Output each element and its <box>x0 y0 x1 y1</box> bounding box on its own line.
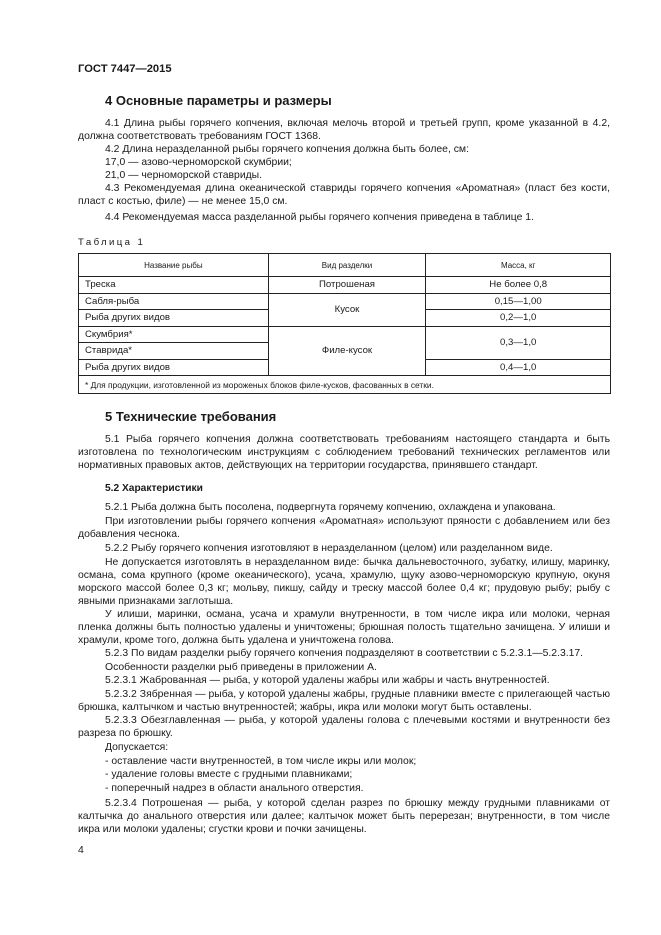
table-row <box>79 293 611 310</box>
paragraph-5-2-3-3: 5.2.3.3 Обезглавленная — рыба, у которой удалены голова с плечевыми костями и внутренности без разреза по брюшку. <box>78 715 610 740</box>
table-cell-fish: Рыба других видов <box>79 359 269 376</box>
document-header: ГОСТ 7447—2015 <box>78 63 172 75</box>
paragraph-5-2-3-2: 5.2.3.2 Зябренная — рыба, у которой удалены жабры, грудные плавники вместе с прилегающей частью брюшка, калтычком и частью внутренностей; жабры, икра или молоки могут быть оставлены. <box>78 689 610 714</box>
table-cell-fish: Треска <box>79 277 269 294</box>
table-header-cell: Вид разделки <box>268 254 426 277</box>
table-cell-fish: Рыба других видов <box>79 310 269 327</box>
table-1 <box>78 253 611 394</box>
paragraph-5-2-2: 5.2.2 Рыбу горячего копчения изготовляют в неразделанном (целом) или разделанном виде. <box>105 543 553 554</box>
list-item: - оставление части внутренностей, в том числе икры или молок; <box>105 756 417 767</box>
table-cell-fish: Скумбрия* <box>79 326 269 343</box>
paragraph-allowed: Допускается: <box>105 742 169 753</box>
paragraph-5-2-3: 5.2.3 По видам разделки рыбу горячего копчения подразделяют в соответствии с 5.2.3.1—5.2.3.17. <box>105 648 584 659</box>
table-footnote: * Для продукции, изготовленной из мороженых блоков филе-кусков, фасованных в сетки. <box>79 376 611 394</box>
table-cell-mass: 0,3—1,0 <box>426 326 611 359</box>
table-row <box>79 277 611 294</box>
table-cell-cut: Кусок <box>268 293 426 326</box>
page-number: 4 <box>78 845 84 856</box>
paragraph-4-2: 4.2 Длина неразделанной рыбы горячего копчения должна быть более, см: <box>105 144 469 155</box>
table-cell-mass: 0,4—1,0 <box>426 359 611 376</box>
paragraph-4-1: 4.1 Длина рыбы горячего копчения, включая мелочь второй и третьей групп, кроме указанной в 4.2, должна соответствовать требованиям ГОСТ 1368. <box>78 118 610 143</box>
table-cell-mass: Не более 0,8 <box>426 277 611 294</box>
paragraph-5-2-3-1: 5.2.3.1 Жаброванная — рыба, у которой удалены жабры или жабры и часть внутренностей. <box>105 675 550 686</box>
table-cell-fish: Сабля-рыба <box>79 293 269 310</box>
table-row <box>79 326 611 343</box>
paragraph-4-2-item2: 21,0 — черноморской ставриды. <box>105 170 263 181</box>
table-header-cell: Название рыбы <box>79 254 269 277</box>
paragraph-4-2-item1: 17,0 — азово-черноморской скумбрии; <box>105 157 292 168</box>
table-cell-fish: Ставрида* <box>79 343 269 360</box>
paragraph-5-2-2b: Не допускается изготовлять в неразделанном виде: бычка дальневосточного, зубатку, илишу, маринку, османа, сома крупного (кроме океанического), усача, храмулю, щуку азово-черноморскую крупную, окуня морского массой более 0,3 кг; мольву, пикшу, сайду и треску массой более 0,4 кг; прудовую рыбу; рыбу с явными признаками заглотыша. <box>78 557 610 608</box>
table-cell-mass: 0,2—1,0 <box>426 310 611 327</box>
table-cell-mass: 0,15—1,00 <box>426 293 611 310</box>
paragraph-5-1: 5.1 Рыба горячего копчения должна соответствовать требованиям настоящего стандарта и быть изготовлена по технологическим инструкциям с соблюдением требований технических регламентов или нормативных правовых актов, действующих на территории государства, принявшего стандарт. <box>78 434 610 472</box>
table-1-caption: Таблица 1 <box>78 237 146 248</box>
section-4-title: 4 Основные параметры и размеры <box>105 93 332 108</box>
paragraph-4-3: 4.3 Рекомендуемая длина океанической ставриды горячего копчения «Ароматная» (пласт без кости, пласт с костью, филе) — не менее 15,0 см. <box>78 183 610 208</box>
subsection-5-2-title: 5.2 Характеристики <box>105 483 203 494</box>
table-cell-cut: Потрошеная <box>268 277 426 294</box>
paragraph-5-2-1: 5.2.1 Рыба должна быть посолена, подвергнута горячему копчению, охлаждена и упакована. <box>105 502 556 513</box>
list-item: - удаление головы вместе с грудными плавниками; <box>105 769 353 780</box>
paragraph-5-2-2c: У илиши, маринки, османа, усача и храмули внутренности, в том числе икра или молоки, черная пленка должны быть полностью удалены и уничтожены; брюшная полость тщательно зачищена. У илиши и храмули, кроме того, должна быть удалена и уничтожена голова. <box>78 609 610 647</box>
table-footnote-row <box>79 376 611 394</box>
paragraph-5-2-1b: При изготовлении рыбы горячего копчения «Ароматная» используют пряности с добавлением или без добавления чеснока. <box>78 516 610 541</box>
table-header-cell: Масса, кг <box>426 254 611 277</box>
section-5-title: 5 Технические требования <box>105 409 277 424</box>
paragraph-5-2-3b: Особенности разделки рыб приведены в приложении А. <box>105 662 377 673</box>
paragraph-4-4: 4.4 Рекомендуемая масса разделанной рыбы горячего копчения приведена в таблице 1. <box>105 212 534 223</box>
list-item: - поперечный надрез в области анального отверстия. <box>105 783 364 794</box>
paragraph-5-2-3-4: 5.2.3.4 Потрошеная — рыба, у которой сделан разрез по брюшку между грудными плавниками от калтычка до анального отверстия или далее; калтычок может быть перерезан; внутренности, в том числе икра или молоки удалены; сгустки крови и почки зачищены. <box>78 798 610 836</box>
table-header-row <box>79 254 611 277</box>
table-cell-cut: Филе-кусок <box>268 326 426 376</box>
